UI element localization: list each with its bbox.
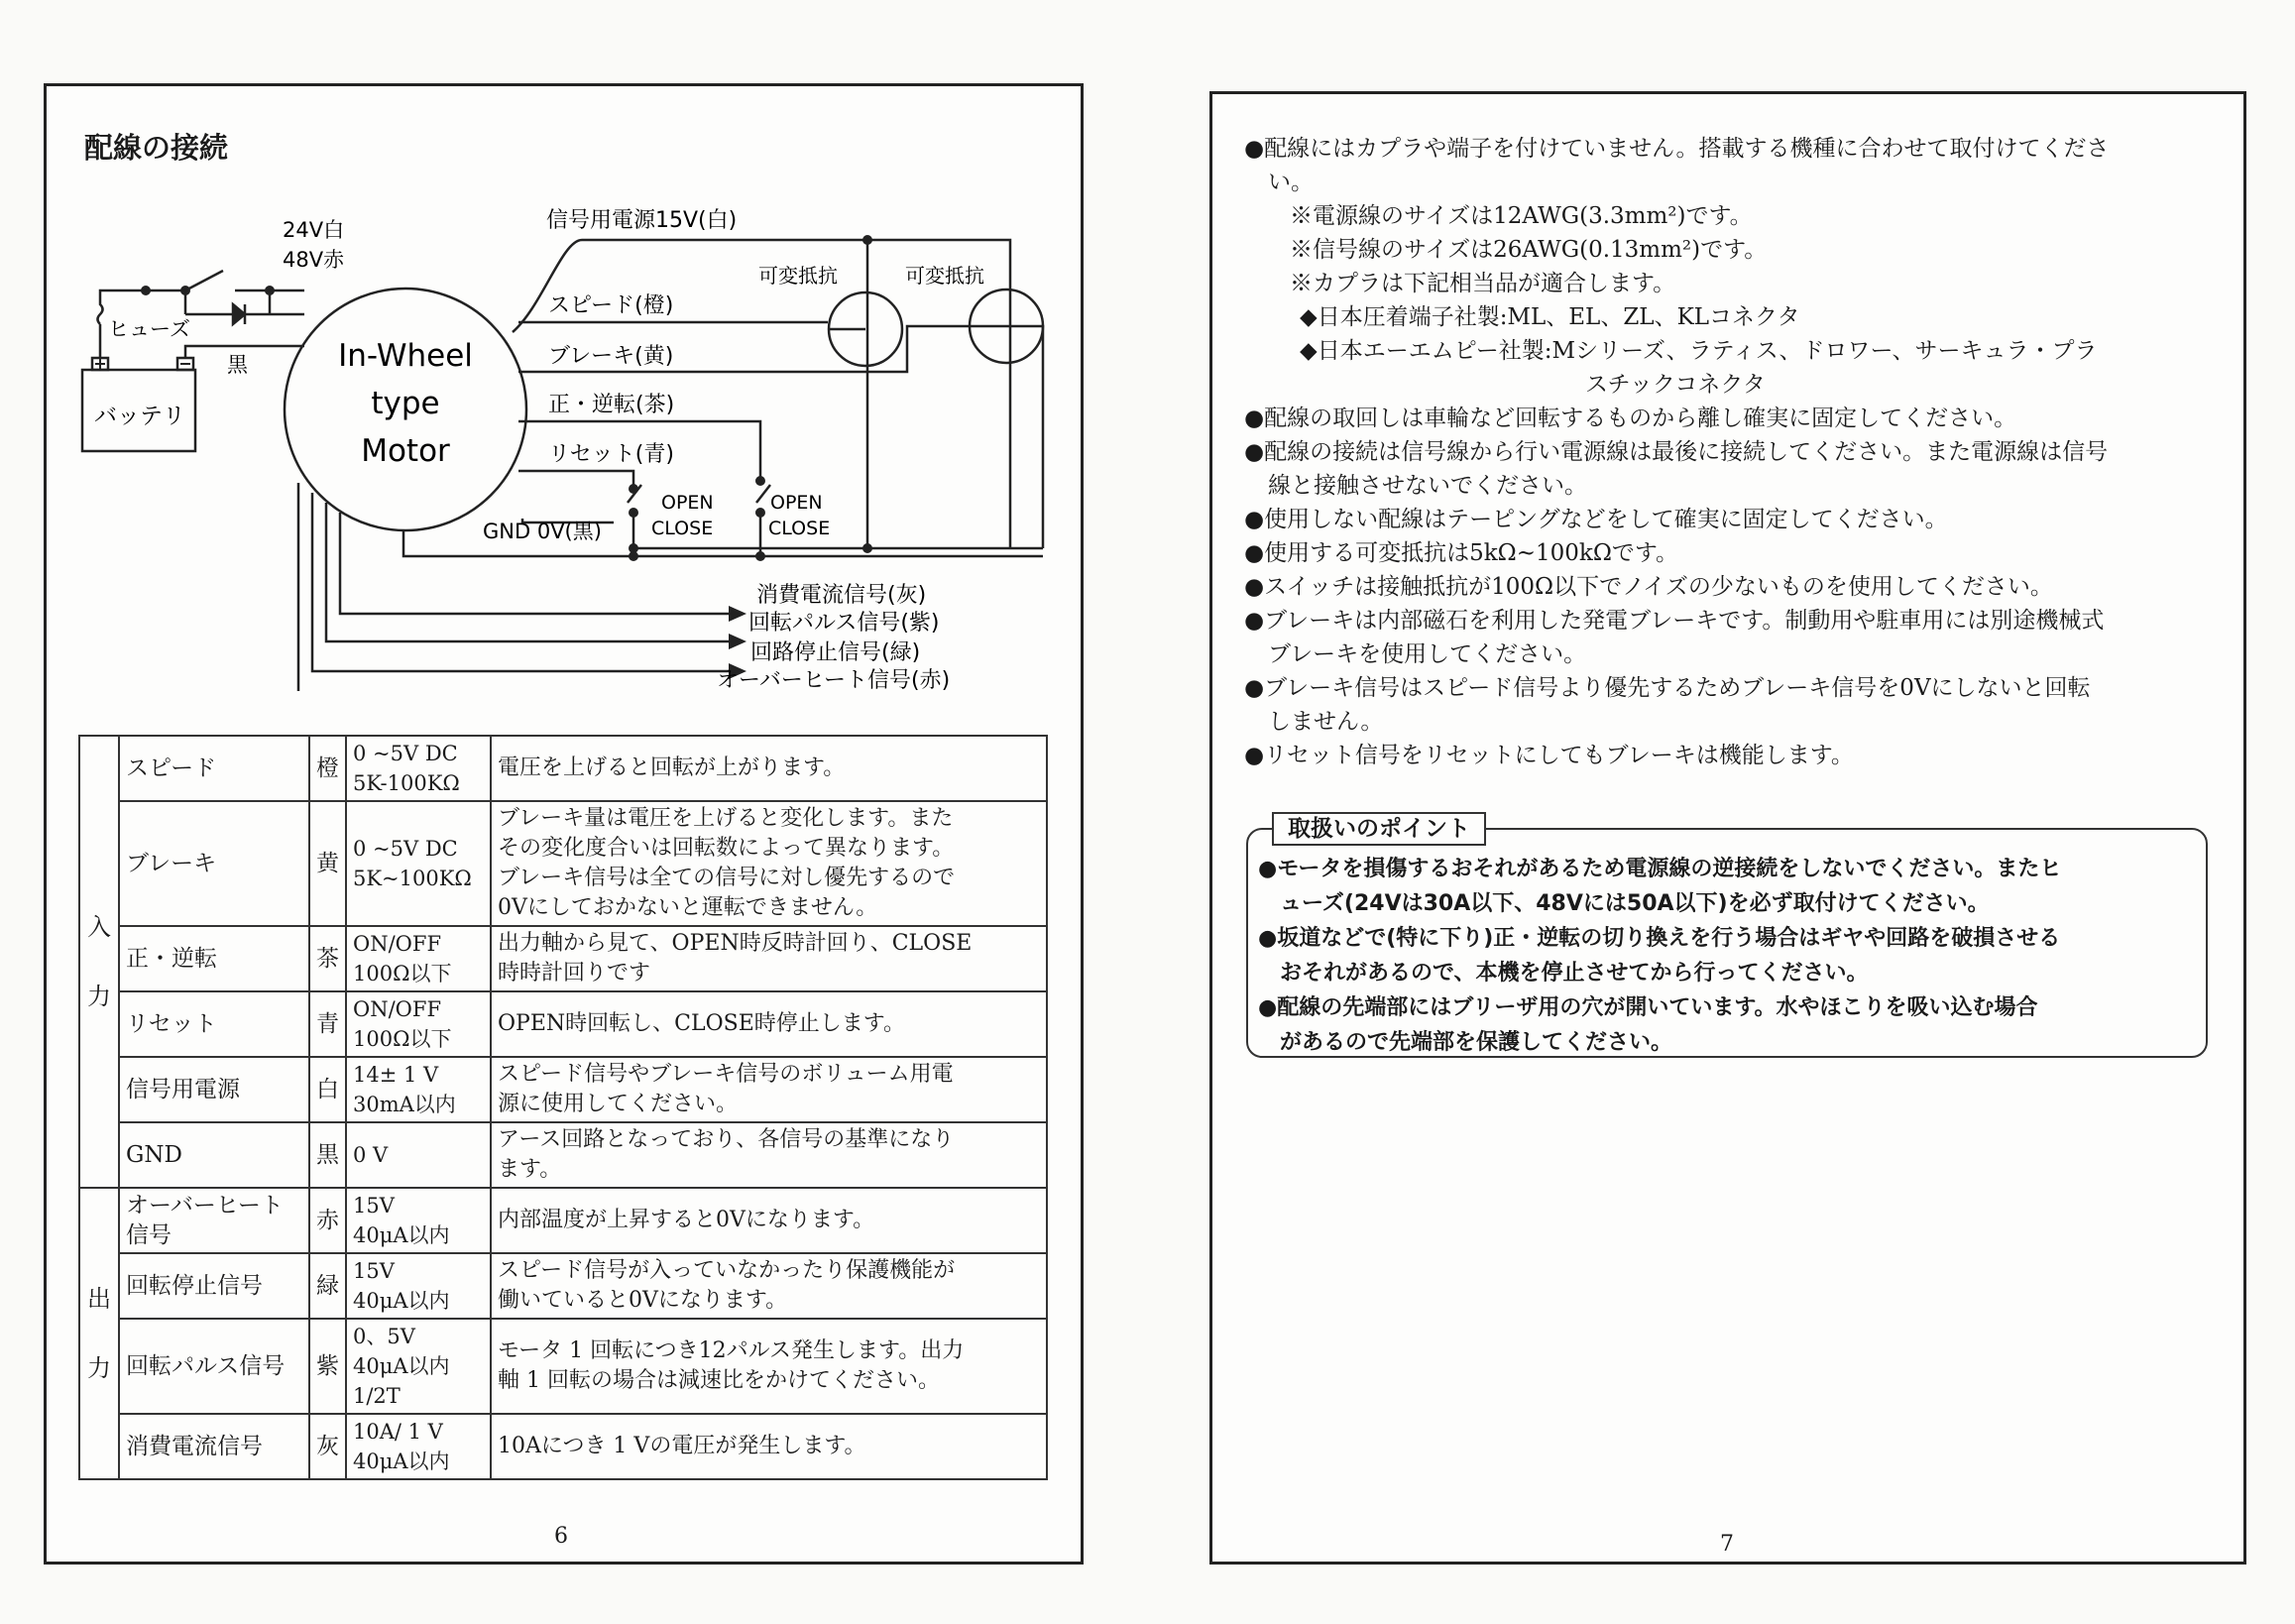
- spec-value: 14± 1 V 30mA以内: [346, 1057, 491, 1122]
- label-variable-resistor-1: 可変抵抗: [758, 264, 838, 288]
- motor-label-2: type: [371, 386, 440, 421]
- label-close-2: CLOSE: [768, 518, 831, 539]
- motor-label-1: In-Wheel: [338, 338, 473, 374]
- signal-name: スピード: [119, 736, 309, 801]
- table-row: [79, 1319, 1047, 1414]
- page-7: [1209, 91, 2246, 1565]
- input-group-label: [79, 736, 119, 1188]
- spec-value: 15V 40μA以内: [346, 1188, 491, 1253]
- page-title: 配線の接続: [84, 131, 229, 165]
- wire-color: 白: [309, 1057, 346, 1122]
- label-speed-wire: スピード(橙): [548, 293, 674, 318]
- signal-name: 正・逆転: [119, 926, 309, 991]
- signal-name: ブレーキ: [119, 801, 309, 926]
- group-char: 出: [87, 1285, 111, 1313]
- signal-name: 信号用電源: [119, 1057, 309, 1122]
- label-overheat-signal: オーバーヒート信号(赤): [717, 668, 951, 691]
- handling-points-list: [1258, 852, 2200, 1060]
- group-char: 力: [87, 983, 111, 1010]
- wire-color: 黒: [309, 1122, 346, 1188]
- note-line: ●リセット信号をリセットにしてもブレーキは機能します。: [1244, 743, 1854, 768]
- group-char: 入: [87, 913, 111, 941]
- page-number: 7: [1720, 1532, 1734, 1557]
- note-line: しません。: [1268, 709, 1384, 735]
- table-row: [79, 991, 1047, 1057]
- wire-color: 灰: [309, 1414, 346, 1479]
- signal-name: 回転停止信号: [119, 1253, 309, 1319]
- description: 電圧を上げると回転が上がります。: [491, 736, 1047, 801]
- label-24v-white: 24V白: [283, 218, 345, 242]
- table-row: [79, 801, 1047, 926]
- point-line: ●配線の先端部にはブリーザ用の穴が開いています。水やほこりを吸い込む場合: [1258, 995, 2038, 1020]
- label-fuse: ヒューズ: [108, 317, 190, 341]
- table-row: [79, 1122, 1047, 1188]
- point-line: があるので先端部を保護してください。: [1280, 1030, 1673, 1055]
- note-line: ●配線の接続は信号線から行い電源線は最後に接続してください。また電源線は信号: [1244, 439, 2109, 465]
- spec-value: 0 ~5V DC 5K~100KΩ: [346, 801, 491, 926]
- label-reset-wire: リセット(青): [548, 442, 674, 467]
- wire-color: 緑: [309, 1253, 346, 1319]
- wire-color: 青: [309, 991, 346, 1057]
- description: 内部温度が上昇すると0Vになります。: [491, 1188, 1047, 1253]
- wire-color: 橙: [309, 736, 346, 801]
- page-number: 6: [554, 1524, 568, 1549]
- label-48v-red: 48V赤: [283, 248, 345, 272]
- wire-color: 赤: [309, 1188, 346, 1253]
- table-row: [79, 1057, 1047, 1122]
- note-line: ※電源線のサイズは12AWG(3.3mm²)です。: [1290, 203, 1753, 229]
- note-line: ●ブレーキ信号はスピード信号より優先するためブレーキ信号を0Vにしないと回転: [1244, 675, 2091, 701]
- description: ブレーキ量は電圧を上げると変化します。また その変化度合いは回転数によって異なります。 ブレーキ信号は全ての信号に対し優先するので 0Vにしておかないと運転できません。: [491, 801, 1047, 926]
- description: OPEN時回転し、CLOSE時停止します。: [491, 991, 1047, 1057]
- spec-table: [78, 735, 1048, 1480]
- label-open-2: OPEN: [770, 492, 823, 514]
- description: 出力軸から見て、OPEN時反時計回り、CLOSE 時時計回りです: [491, 926, 1047, 991]
- description: アース回路となっており、各信号の基準になり ます。: [491, 1122, 1047, 1188]
- spec-value: 15V 40μA以内: [346, 1253, 491, 1319]
- table-row: [79, 736, 1047, 801]
- label-variable-resistor-2: 可変抵抗: [905, 264, 984, 288]
- label-pulse-signal: 回転パルス信号(紫): [748, 611, 940, 636]
- wire-color: 紫: [309, 1319, 346, 1414]
- signal-name: GND: [119, 1122, 309, 1188]
- spec-value: ON/OFF 100Ω以下: [346, 991, 491, 1057]
- description: 10Aにつき 1 Vの電圧が発生します。: [491, 1414, 1047, 1479]
- point-line: おそれがあるので、本機を停止させてから行ってください。: [1280, 961, 1869, 986]
- label-close-1: CLOSE: [651, 518, 714, 539]
- note-line: ●配線にはカプラや端子を付けていません。搭載する機種に合わせて取付けてくださ: [1244, 136, 2110, 162]
- spec-value: 0 ~5V DC 5K-100KΩ: [346, 736, 491, 801]
- description: モータ 1 回転につき12パルス発生します。出力 軸 1 回転の場合は減速比をかけてください。: [491, 1319, 1047, 1414]
- point-line: ●坂道などで(特に下り)正・逆転の切り換えを行う場合はギヤや回路を破損させる: [1258, 926, 2061, 951]
- label-direction-wire: 正・逆転(茶): [548, 393, 675, 417]
- signal-name: オーバーヒート 信号: [119, 1188, 309, 1253]
- signal-name: リセット: [119, 991, 309, 1057]
- handling-points-box: [1246, 816, 2208, 1058]
- spec-value: 0 V: [346, 1122, 491, 1188]
- motor-label-3: Motor: [361, 433, 450, 469]
- signal-name: 消費電流信号: [119, 1414, 309, 1479]
- point-line: ューズ(24Vは30A以下、48Vには50A以下)を必ず取付けてください。: [1280, 891, 1990, 916]
- label-stop-signal: 回路停止信号(緑): [750, 640, 921, 665]
- label-open-1: OPEN: [661, 492, 714, 514]
- note-line: ●配線の取回しは車輪など回転するものから離し確実に固定してください。: [1244, 406, 2017, 431]
- note-line: い。: [1268, 170, 1314, 195]
- label-signal-power: 信号用電源15V(白): [546, 208, 738, 233]
- label-gnd-wire: GND 0V(黒): [483, 520, 602, 543]
- signal-name: 回転パルス信号: [119, 1319, 309, 1414]
- note-line: ●ブレーキは内部磁石を利用した発電ブレーキです。制動用や駐車用には別途機械式: [1244, 608, 2105, 634]
- note-line: ※信号線のサイズは26AWG(0.13mm²)です。: [1290, 237, 1768, 263]
- group-char: 力: [87, 1354, 111, 1382]
- table-row: [79, 926, 1047, 991]
- wire-color: 黄: [309, 801, 346, 926]
- spec-value: 10A/ 1 V 40μA以内: [346, 1414, 491, 1479]
- handling-points-title: 取扱いのポイント: [1272, 812, 1486, 846]
- spec-value: ON/OFF 100Ω以下: [346, 926, 491, 991]
- page-6: [44, 83, 1084, 1565]
- note-line: ●使用しない配線はテーピングなどをして確実に固定してください。: [1244, 507, 1948, 532]
- note-line: ◆日本エーエムピー社製:Mシリーズ、ラティス、ドロワー、サーキュラ・プラ: [1300, 338, 2098, 364]
- label-black: 黒: [227, 353, 248, 377]
- label-brake-wire: ブレーキ(黄): [548, 344, 674, 369]
- label-battery: バッテリ: [94, 404, 185, 429]
- wiring-notes: [1244, 132, 2216, 772]
- note-line: ◆日本圧着端子社製:ML、EL、ZL、KLコネクタ: [1300, 304, 1800, 330]
- note-line: ●使用する可変抵抗は5kΩ~100kΩです。: [1244, 540, 1679, 566]
- description: スピード信号やブレーキ信号のボリューム用電 源に使用してください。: [491, 1057, 1047, 1122]
- table-row: [79, 1188, 1047, 1253]
- label-current-signal: 消費電流信号(灰): [756, 583, 927, 608]
- note-line: ※カプラは下記相当品が適合します。: [1290, 271, 1676, 296]
- note-line: スチックコネクタ: [1585, 372, 1766, 398]
- table-row: [79, 1253, 1047, 1319]
- description: スピード信号が入っていなかったり保護機能が 働いていると0Vになります。: [491, 1253, 1047, 1319]
- wiring-diagram: [47, 86, 1087, 691]
- table-row: [79, 1414, 1047, 1479]
- spec-value: 0、5V 40μA以内 1/2T: [346, 1319, 491, 1414]
- wire-color: 茶: [309, 926, 346, 991]
- note-line: ●スイッチは接触抵抗が100Ω以下でノイズの少ないものを使用してください。: [1244, 574, 2053, 600]
- point-line: ●モータを損傷するおそれがあるため電源線の逆接続をしないでください。またヒ: [1258, 857, 2062, 881]
- output-group-label: [79, 1188, 119, 1479]
- note-line: 線と接触させないでください。: [1268, 473, 1587, 499]
- note-line: ブレーキを使用してください。: [1268, 641, 1587, 667]
